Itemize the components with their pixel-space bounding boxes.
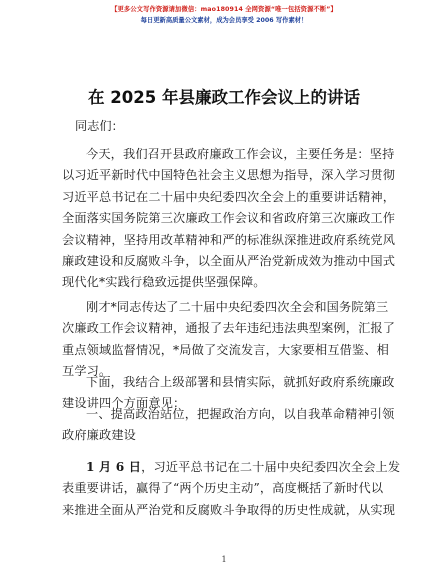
paragraph-line: 表重要讲话，赢得了“两个历史主动”，高度概括了新时代以 <box>62 481 384 496</box>
paragraph-line: 次廉政工作会议精神，通报了去年违纪违法典型案例，汇报了 <box>62 321 396 336</box>
paragraph-line: 一、提高政治站位，把握政治方向，以自我革命精神引领 <box>86 407 395 421</box>
paragraph-line: 互学习。 <box>62 364 112 379</box>
promo-banner-blue: 每日更新高质量公文素材，成为会员享受 2006 写作素材！ <box>140 17 308 24</box>
paragraph-line: 习近平总书记在二十届中央纪委四次全会上的重要讲话精神， <box>62 189 396 204</box>
promo-banner-red: 【更多公文写作资源请加微信：mao180914 全网资源“唯一包括资源不断”】 <box>111 6 337 13</box>
paragraph-line: 现代化*实践行稳致远提供坚强保障。 <box>62 275 266 290</box>
paragraph-line: 重点领域监督情况，*局做了交流发言，大家要相互借鉴、相 <box>62 342 390 357</box>
paragraph-line: 建设讲四个方面意见： <box>62 396 186 411</box>
paragraph-opening <box>62 144 396 294</box>
paragraph-line-text: ，习近平总书记在二十届中央纪委四次全会上发 <box>141 460 401 474</box>
section-heading-1 <box>62 404 395 447</box>
paragraph-line: 刚才*同志传达了二十届中央纪委四次全会和国务院第三 <box>86 300 389 314</box>
paragraph-line: 今天，我们召开县政府廉政工作会议，主要任务是：坚持 <box>86 147 395 161</box>
page-number: 1 <box>221 555 227 564</box>
paragraph-line: 全面落实国务院第三次廉政工作会议和省政府第三次廉政工作 <box>62 211 396 226</box>
paragraph-line: 以习近平新时代中国特色社会主义思想为指导，深入学习贯彻 <box>62 168 396 183</box>
paragraph-section-1-body <box>62 457 401 521</box>
date-highlight: 1 月 6 日 <box>86 460 142 474</box>
paragraph-line: 会议精神，坚持用改革精神和严的标准纵深推进政府系统党风 <box>62 232 396 247</box>
document-title: 在 2025 年县廉政工作会议上的讲话 <box>88 88 360 107</box>
paragraph-line: 来推进全面从严治党和反腐败斗争取得的历史性成就，从实现 <box>62 502 396 517</box>
salutation: 同志们： <box>75 119 124 133</box>
paragraph-line <box>62 457 401 478</box>
paragraph-review <box>62 297 396 383</box>
paragraph-line: 政府廉政建设 <box>62 428 137 443</box>
paragraph-line: 廉政建设和反腐败斗争，以全面从严治党新成效为推动中国式 <box>62 254 396 269</box>
paragraph-line: 下面，我结合上级部署和县情实际，就抓好政府系统廉政 <box>86 375 395 389</box>
